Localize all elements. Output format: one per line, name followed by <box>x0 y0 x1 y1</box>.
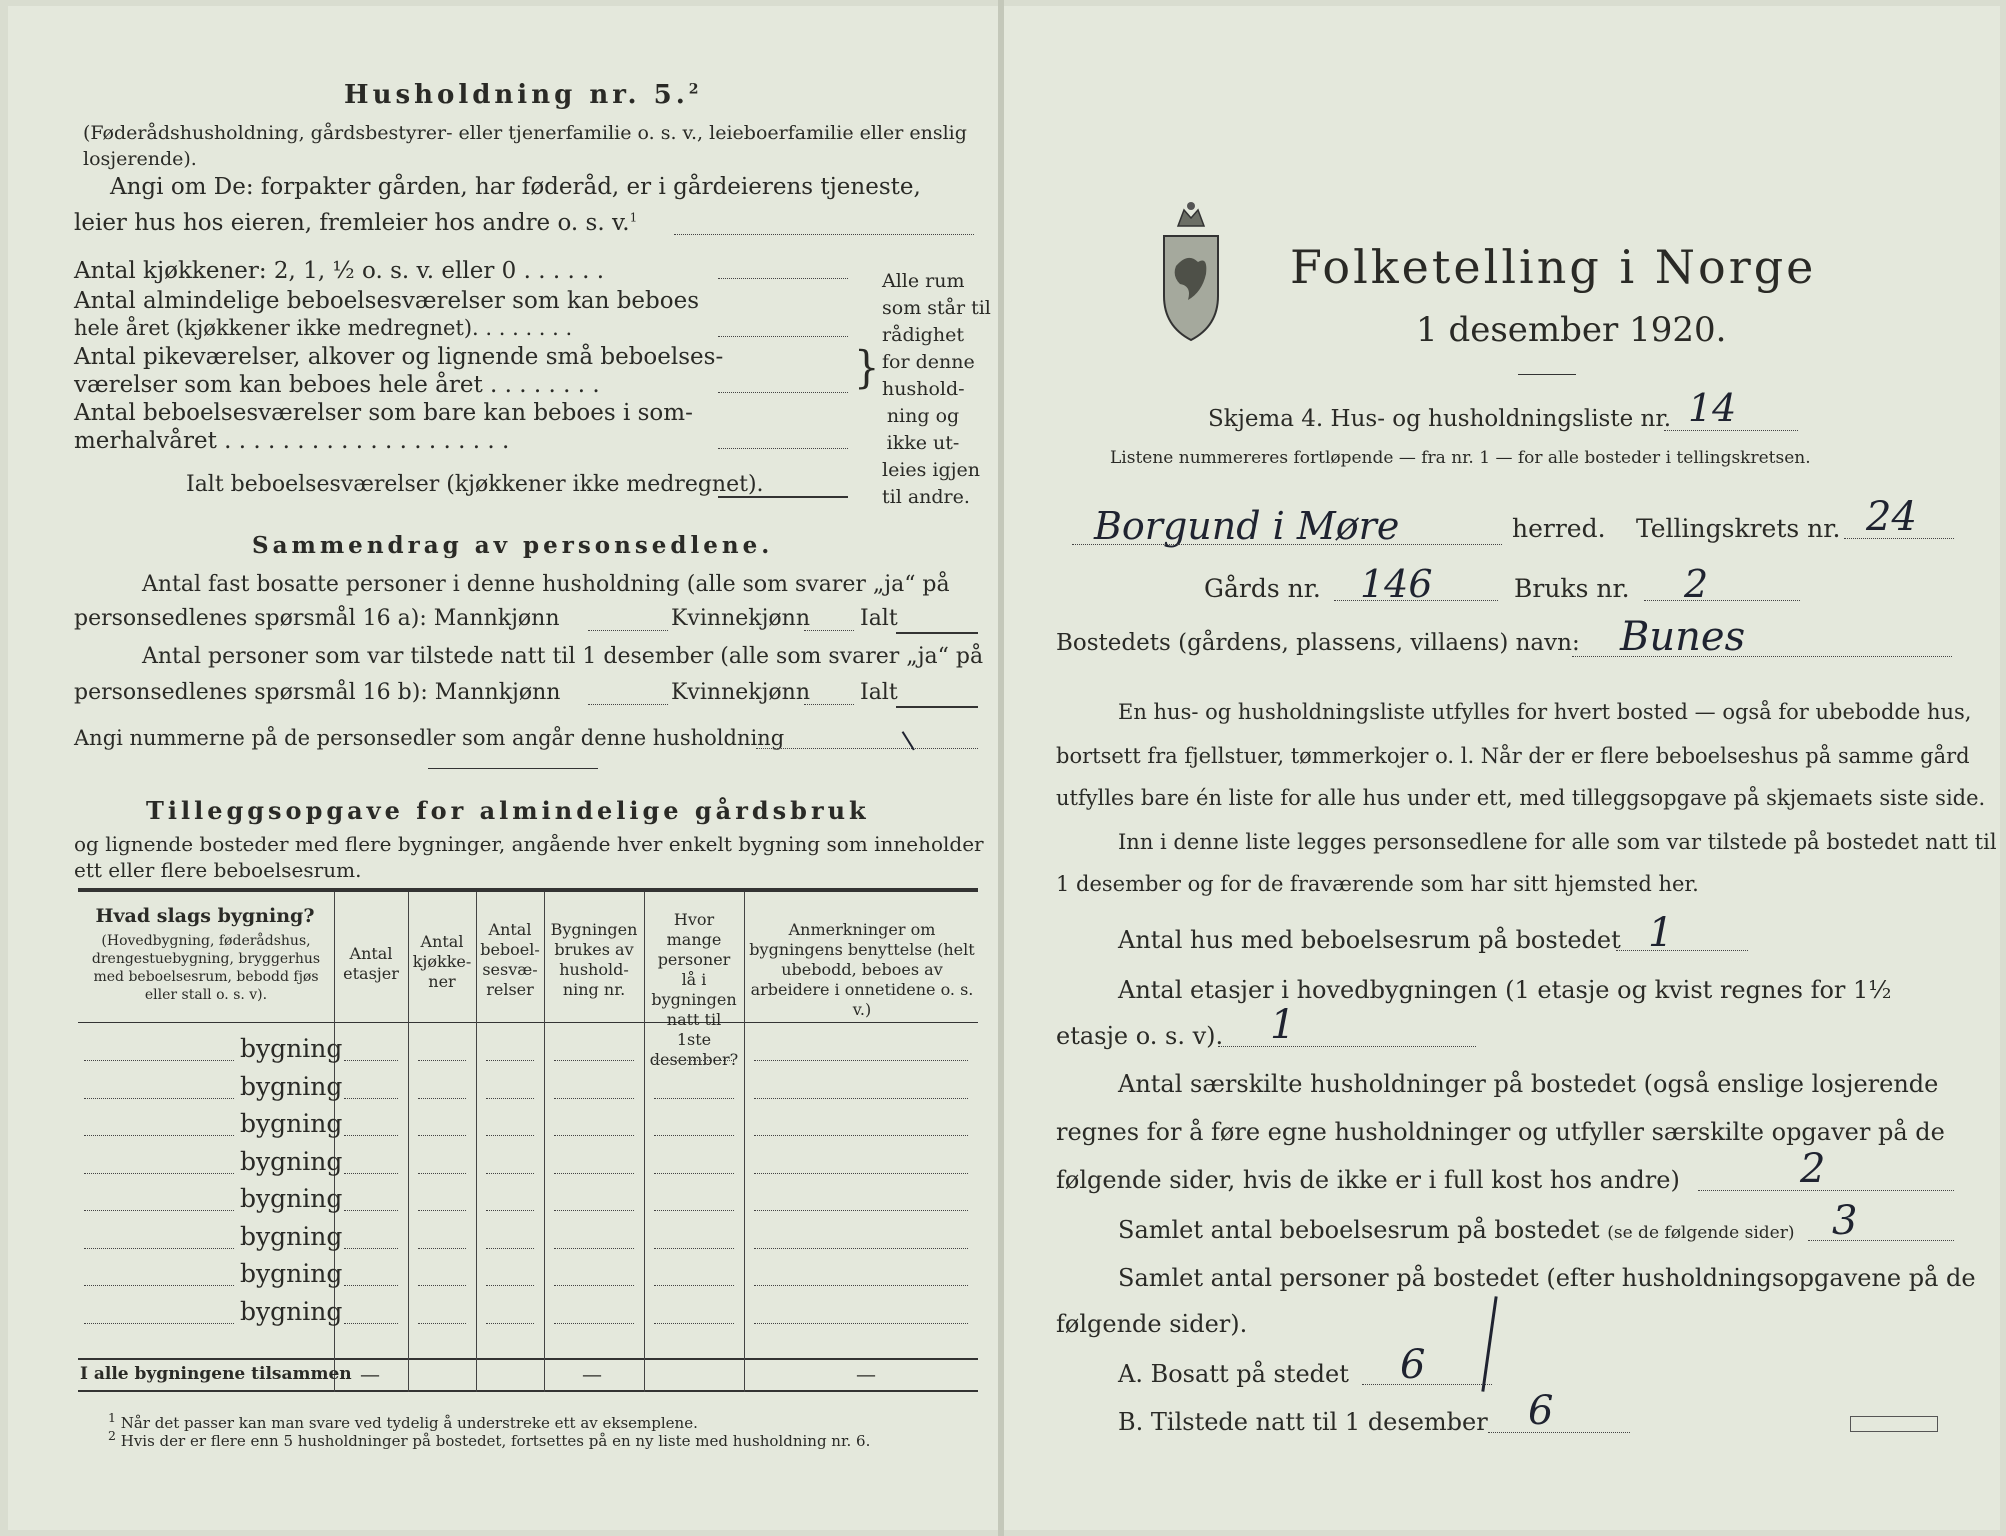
gards-value: 146 <box>1360 562 1433 606</box>
tillegg-title: Tilleggsopgave for almindelige gårdsbruk <box>146 796 870 825</box>
q-etasjer-line2: etasje o. s. v). <box>1056 1022 1224 1050</box>
row-cell-line <box>344 1210 398 1211</box>
angi-answer-line <box>674 234 974 235</box>
row-cell-line <box>486 1210 534 1211</box>
row-cell-line <box>754 1285 968 1286</box>
b-value: 6 <box>1528 1388 1554 1434</box>
col-divider-3 <box>476 892 477 1392</box>
bruks-label: Bruks nr. <box>1514 574 1630 603</box>
row-cell-line <box>418 1060 466 1061</box>
row-type-line <box>84 1098 234 1099</box>
bruks-line <box>1644 600 1800 601</box>
row-cell-line <box>418 1285 466 1286</box>
col-divider-5 <box>644 892 645 1392</box>
census-date: 1 desember 1920. <box>1416 310 1727 350</box>
p2-mann-line <box>588 704 668 705</box>
row-type-line <box>84 1285 234 1286</box>
footnote-1-text: Når det passer kan man svare ved tydelig å understreke ett av eksemplene. <box>120 1414 698 1432</box>
row-cell-line <box>486 1060 534 1061</box>
table-body-rule <box>78 1358 978 1360</box>
total-row-label: I alle bygningene tilsammen <box>80 1364 352 1384</box>
row-cell-line <box>486 1323 534 1324</box>
room-line-4: værelser som kan beboes hele året . . . . . . . . <box>74 372 600 398</box>
q-pers-line2: følgende sider). <box>1056 1310 1248 1338</box>
row-cell-line <box>344 1323 398 1324</box>
row-cell-line <box>754 1173 968 1174</box>
tillegg-sub1: og lignende bosteder med flere bygninger, angående hver enkelt bygning som inneholder <box>74 832 984 856</box>
bracket-note-1: som står til <box>882 297 991 319</box>
q-etasjer-line <box>1218 1046 1476 1047</box>
bracket-brace: } <box>854 342 880 394</box>
room-line-7: Ialt beboelsesværelser (kjøkkener ikke medregnet). <box>186 472 764 497</box>
q-rum-label <box>1118 1216 1794 1244</box>
p1-kvinne-label: Kvinnekjønn <box>671 606 810 631</box>
row-bygning-label: bygning <box>240 1221 343 1251</box>
row-cell-line <box>754 1098 968 1099</box>
row-cell-line <box>344 1135 398 1136</box>
col-header-0: Hvad slags bygning? <box>95 905 315 927</box>
bosted-label: Bostedets (gårdens, plassens, villaens) navn: <box>1056 630 1580 656</box>
angi-nummerne: Angi nummerne på de personsedler som angår denne husholdning <box>74 726 785 750</box>
angi-line2 <box>74 210 637 236</box>
section-divider <box>428 768 598 769</box>
row-cell-line <box>554 1210 634 1211</box>
col-divider-2 <box>408 892 409 1392</box>
bracket-note-6: ikke ut- <box>886 432 960 454</box>
nummerne-answer-line <box>756 748 978 749</box>
q-rum-value: 3 <box>1832 1198 1858 1244</box>
col-header-3: Antal beboel-sesvæ-relser <box>480 920 540 999</box>
title-divider <box>1518 374 1576 375</box>
skjema-line <box>1664 430 1798 431</box>
row-type-line <box>84 1210 234 1211</box>
row-bygning-label: bygning <box>240 1071 343 1101</box>
col-header-1: Antal etasjer <box>343 944 399 983</box>
row-cell-line <box>554 1323 634 1324</box>
q-rum-small: (se de følgende sider) <box>1607 1223 1795 1243</box>
room-line-0: Antal kjøkkener: 2, 1, ½ o. s. v. eller 0 . . . . . . <box>74 258 605 284</box>
row-cell-line <box>654 1173 734 1174</box>
bosted-value: Bunes <box>1620 614 1746 660</box>
p1-ialt-label: Ialt <box>860 606 898 631</box>
q-hush-line <box>1698 1190 1954 1191</box>
left-page <box>8 6 998 1530</box>
col-header-0-sub: (Hovedbygning, føderådshus, drengestuebygning, bryggerhus med beboelsesrum, bebodd fjøs eller stall o. s. v). <box>91 933 321 1003</box>
q-hush-value: 2 <box>1800 1146 1826 1192</box>
p1-kvinne-line <box>804 630 854 631</box>
skjema-label: Skjema 4. Hus- og husholdningsliste nr. <box>1208 406 1672 432</box>
row-cell-line <box>554 1135 634 1136</box>
q-hus-label: Antal hus med beboelsesrum på bostedet <box>1118 926 1621 954</box>
household-title <box>344 80 703 110</box>
listene-note: Listene nummereres fortløpende — fra nr. 1 — for alle bosteder i tellingskretsen. <box>1110 448 1811 468</box>
gards-label: Gårds nr. <box>1204 574 1321 603</box>
row-bygning-label: bygning <box>240 1146 343 1176</box>
footnote-2-num: 2 <box>108 1428 116 1443</box>
para2-line1: 1 desember og for de fraværende som har sitt hjemsted her. <box>1056 872 1699 896</box>
b-line <box>1488 1432 1630 1433</box>
row-cell-line <box>554 1098 634 1099</box>
right-page <box>1004 6 2000 1530</box>
row-bygning-label: bygning <box>240 1296 343 1326</box>
table-header-rule <box>78 1022 978 1023</box>
skjema-value: 14 <box>1688 386 1737 430</box>
krets-label: Tellingskrets nr. <box>1636 514 1841 543</box>
q-etasjer-value: 1 <box>1270 1002 1296 1048</box>
krets-value: 24 <box>1866 494 1917 540</box>
row-cell-line <box>486 1285 534 1286</box>
row-bygning-label: bygning <box>240 1109 343 1138</box>
q-etasjer-line1: Antal etasjer i hovedbygningen (1 etasje og kvist regnes for 1½ <box>1118 976 1892 1004</box>
bracket-note-0: Alle rum <box>882 270 965 292</box>
herred-value: Borgund i Møre <box>1094 504 1400 548</box>
bruks-value: 2 <box>1684 562 1709 606</box>
row-cell-line <box>418 1135 466 1136</box>
a-label: A. Bosatt på stedet <box>1118 1360 1349 1388</box>
household-title-text: Husholdning nr. 5. <box>344 80 689 110</box>
angi-line2-text: leier hus hos eieren, fremleier hos andre o. s. v. <box>74 210 630 236</box>
summary-p2b: personsedlenes spørsmål 16 b): Mannkjønn <box>74 680 561 705</box>
q-rum-line <box>1808 1240 1954 1241</box>
q-pers-line1: Samlet antal personer på bostedet (efter husholdningsopgavene på de <box>1118 1264 1976 1292</box>
row-cell-line <box>654 1323 734 1324</box>
row-cell-line <box>754 1210 968 1211</box>
a-line <box>1362 1384 1492 1385</box>
q-rum-text: Samlet antal beboelsesrum på bostedet <box>1118 1216 1600 1244</box>
row-type-line <box>84 1248 234 1249</box>
q-hush-line3: følgende sider, hvis de ikke er i full kost hos andre) <box>1056 1166 1680 1194</box>
row-bygning-label: bygning <box>240 1184 343 1213</box>
row-cell-line <box>344 1060 398 1061</box>
row-cell-line <box>344 1098 398 1099</box>
total-rooms-answer-line <box>718 496 848 498</box>
room-line-5: Antal beboelsesværelser som bare kan beboes i som- <box>74 400 693 426</box>
row-cell-line <box>554 1060 634 1061</box>
main-title: Folketelling i Norge <box>1290 240 1817 294</box>
row-type-line <box>84 1173 234 1174</box>
summary-title: Sammendrag av personsedlene. <box>252 532 774 559</box>
room-line-2: hele året (kjøkkener ikke medregnet). . . . . . . . <box>74 316 573 340</box>
summary-p2a: Antal personer som var tilstede natt til 1 desember (alle som svarer „ja“ på <box>142 644 984 669</box>
room-line-1: Antal almindelige beboelsesværelser som kan beboes <box>74 288 700 314</box>
footnote-2-text: Hvis der er flere enn 5 husholdninger på bostedet, fortsettes på en ny liste med husholdning nr. 6. <box>120 1432 871 1450</box>
row-cell-line <box>418 1323 466 1324</box>
para1-line0: En hus- og husholdningsliste utfylles for hvert bosted — også for ubebodde hus, <box>1118 700 1972 724</box>
p2-kvinne-label: Kvinnekjønn <box>671 680 810 705</box>
b-label: B. Tilstede natt til 1 desember <box>1118 1408 1488 1436</box>
col-divider-4 <box>544 892 545 1392</box>
a-value: 6 <box>1400 1342 1426 1388</box>
row-cell-line <box>654 1210 734 1211</box>
row-type-line <box>84 1135 234 1136</box>
room-line-6: merhalvåret . . . . . . . . . . . . . . . . . . . . <box>74 428 510 454</box>
col-header-6: Anmerkninger om bygningens benyttelse (helt ubebodd, beboes av arbeidere i onnetidene o. s. v.) <box>749 920 975 1019</box>
col-header-2: Antal kjøkke-ner <box>412 932 472 991</box>
footnote-1-num: 1 <box>108 1410 116 1425</box>
summary-p1b-text: personsedlenes spørsmål 16 a): Mannkjønn <box>74 606 560 631</box>
row-cell-line <box>554 1285 634 1286</box>
p1-mann-line <box>588 630 668 631</box>
summary-p1a: Antal fast bosatte personer i denne husholdning (alle som svarer „ja“ på <box>142 572 950 597</box>
row-cell-line <box>418 1173 466 1174</box>
tillegg-sub2: ett eller flere beboelsesrum. <box>74 858 362 882</box>
row-type-line <box>84 1323 234 1324</box>
col-divider-6 <box>744 892 745 1392</box>
row-cell-line <box>654 1285 734 1286</box>
row-bygning-label: bygning <box>240 1034 343 1063</box>
bracket-note-2: rådighet <box>882 324 964 346</box>
household-title-sup: 2 <box>688 81 703 98</box>
row-cell-line <box>654 1060 734 1061</box>
footnote-2 <box>108 1428 870 1450</box>
row-cell-line <box>554 1173 634 1174</box>
row-bygning-label: bygning <box>240 1259 343 1288</box>
total-dash-4: — <box>582 1362 602 1386</box>
bracket-note-3: for denne <box>882 351 975 373</box>
para2-line0: Inn i denne liste legges personsedlene for alle som var tilstede på bostedet natt til <box>1118 830 1997 854</box>
row-cell-line <box>554 1248 634 1249</box>
row-cell-line <box>418 1210 466 1211</box>
row-type-line <box>84 1060 234 1061</box>
total-dash-1: — <box>360 1362 380 1386</box>
intro-note: (Føderådshusholdning, gårdsbestyrer- eller tjenerfamilie o. s. v., leieboerfamilie eller enslig losjerende). <box>83 122 967 170</box>
nummerne-mark: \ <box>898 725 919 757</box>
row-cell-line <box>344 1248 398 1249</box>
printer-stamp <box>1850 1416 1938 1432</box>
row-cell-line <box>754 1060 968 1061</box>
p2-ialt-label: Ialt <box>860 680 898 705</box>
small-rooms-answer-line <box>718 392 848 393</box>
bracket-note-7: leies igjen <box>882 459 981 481</box>
row-cell-line <box>344 1173 398 1174</box>
room-line-3: Antal pikeværelser, alkover og lignende små beboelses- <box>74 344 724 370</box>
herred-label: herred. <box>1512 514 1606 543</box>
row-cell-line <box>486 1173 534 1174</box>
bracket-note-8: til andre. <box>882 486 970 508</box>
kitchens-answer-line <box>718 278 848 279</box>
col-header-4: Bygningen brukes av hushold-ning nr. <box>550 920 638 999</box>
table-bottom-rule <box>78 1390 978 1392</box>
bracket-note-5: ning og <box>886 405 960 427</box>
total-dash-6: — <box>856 1362 876 1386</box>
row-cell-line <box>754 1248 968 1249</box>
table-top-rule <box>78 888 978 892</box>
summary-p1b <box>74 606 559 631</box>
row-cell-line <box>486 1248 534 1249</box>
rooms-answer-line <box>718 336 848 337</box>
para1-line1: bortsett fra fjellstuer, tømmerkojer o. l. Når der er flere beboelseshus på samme gård <box>1056 744 1970 768</box>
q-hus-value: 1 <box>1648 910 1674 956</box>
bracket-note-4: hushold- <box>882 378 965 400</box>
herred-line <box>1072 544 1502 545</box>
row-cell-line <box>418 1248 466 1249</box>
row-cell-line <box>654 1098 734 1099</box>
row-cell-line <box>754 1323 968 1324</box>
row-cell-line <box>654 1248 734 1249</box>
row-cell-line <box>418 1098 466 1099</box>
row-cell-line <box>486 1098 534 1099</box>
para1-line2: utfylles bare én liste for alle hus under ett, med tilleggsopgave på skjemaets siste side. <box>1056 786 1986 810</box>
row-cell-line <box>344 1285 398 1286</box>
q-hush-line1: Antal særskilte husholdninger på bostedet (også enslige losjerende <box>1118 1070 1939 1098</box>
p2-ialt-line <box>896 706 978 708</box>
col-header-5: Hvor mange personer lå i bygningen natt til 1ste desember? <box>649 910 739 1069</box>
q-hus-line <box>1616 950 1748 951</box>
p2-kvinne-line <box>804 704 854 705</box>
check-mark <box>1481 1296 1497 1391</box>
bracket-note <box>882 268 991 511</box>
summer-rooms-answer-line <box>718 448 848 449</box>
angi-line1: Angi om De: forpakter gården, har føderåd, er i gårdeierens tjeneste, <box>110 174 921 200</box>
q-hush-line2: regnes for å føre egne husholdninger og utfyller særskilte opgaver på de <box>1056 1118 1945 1146</box>
angi-line2-sup: 1 <box>629 210 638 225</box>
row-cell-line <box>486 1135 534 1136</box>
row-cell-line <box>754 1135 968 1136</box>
row-cell-line <box>654 1135 734 1136</box>
coat-of-arms-icon <box>1158 196 1224 346</box>
p1-ialt-line <box>896 632 978 634</box>
